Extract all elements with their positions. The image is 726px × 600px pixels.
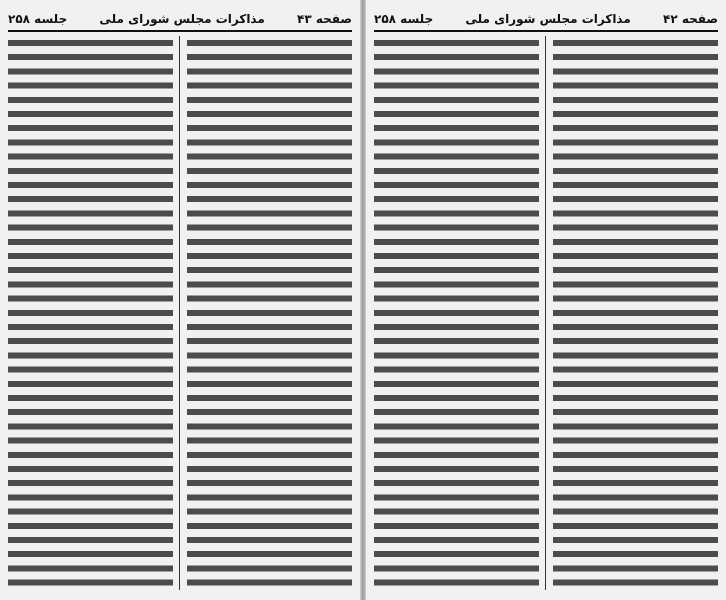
text-columns-right xyxy=(374,36,718,590)
text-columns-left xyxy=(8,36,352,590)
running-title: مذاکرات مجلس شورای ملی xyxy=(99,12,265,26)
running-title: مذاکرات مجلس شورای ملی xyxy=(465,12,631,26)
session-label: جلسه ۲۵۸ xyxy=(8,12,68,26)
text-column xyxy=(8,36,173,590)
column-divider xyxy=(545,36,546,590)
page-number: صفحه ۴۲ xyxy=(663,12,718,26)
page-header-right xyxy=(374,8,718,32)
session-label: جلسه ۲۵۸ xyxy=(374,12,434,26)
page-header-left xyxy=(8,8,352,32)
page-right xyxy=(366,0,726,600)
page-number: صفحه ۴۳ xyxy=(297,12,352,26)
text-column xyxy=(553,36,718,590)
text-column xyxy=(374,36,539,590)
text-column xyxy=(187,36,352,590)
column-divider xyxy=(179,36,180,590)
page-left xyxy=(0,0,360,600)
